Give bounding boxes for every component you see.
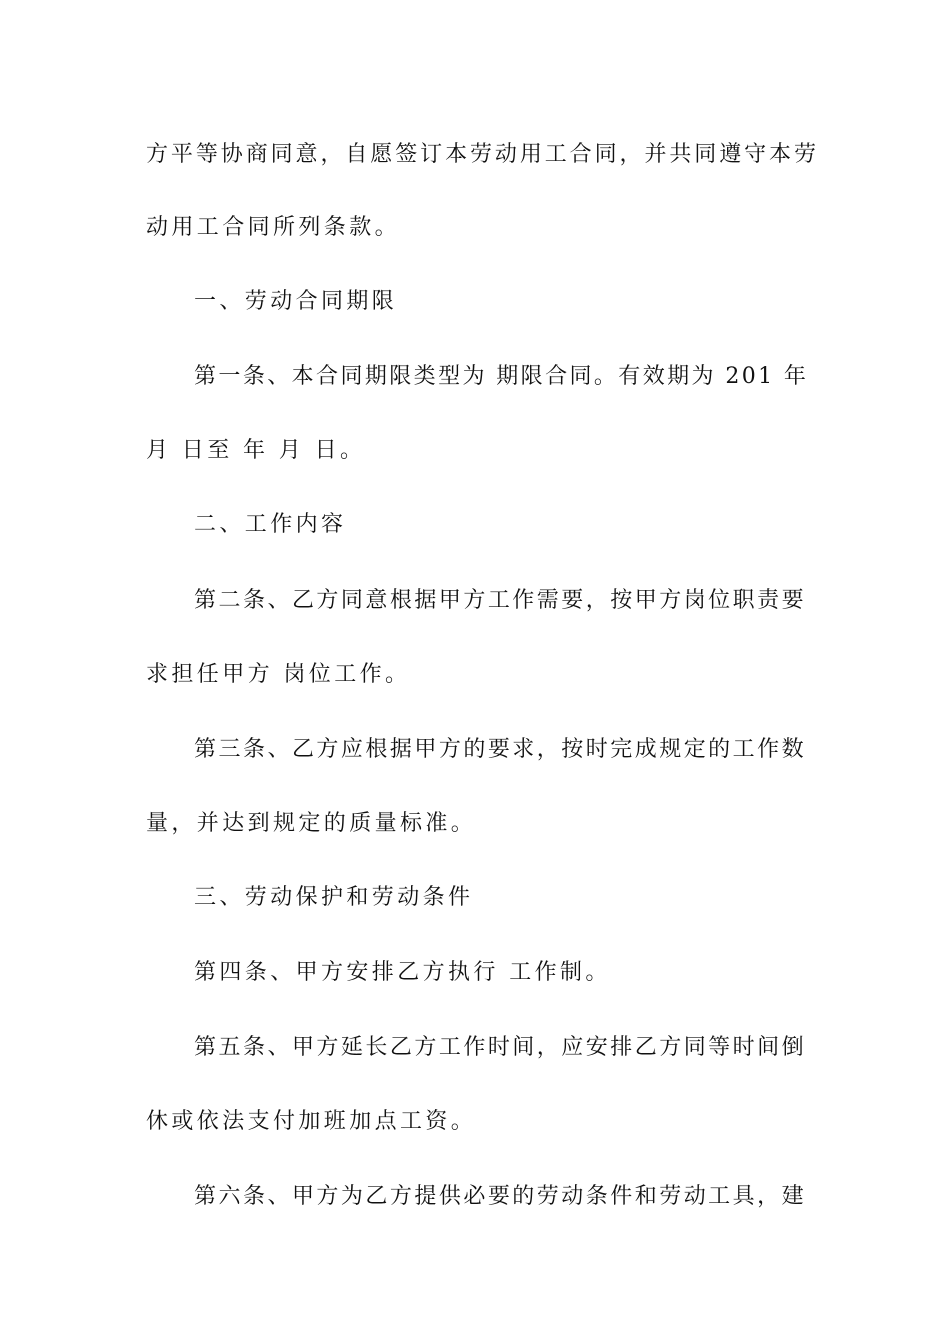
- glyph: 作: [757, 737, 780, 762]
- glyph: 时: [585, 737, 608, 762]
- glyph: 甲: [291, 1035, 314, 1060]
- glyph: 责: [757, 588, 780, 613]
- glyph: 动: [561, 1184, 584, 1209]
- glyph: 甲: [414, 737, 437, 762]
- glyph: [487, 362, 494, 392]
- glyph: 劳: [793, 142, 816, 167]
- glyph: 并: [644, 142, 667, 167]
- glyph: 期: [667, 364, 690, 389]
- glyph: 方: [316, 1035, 339, 1060]
- glyph: 六: [218, 1184, 241, 1209]
- glyph: 工: [732, 737, 755, 762]
- glyph: 、: [267, 1035, 290, 1060]
- glyph: 规: [659, 737, 682, 762]
- glyph: 间: [757, 1035, 780, 1060]
- glyph: 必: [463, 1184, 486, 1209]
- glyph: 等: [708, 1035, 731, 1060]
- paragraph-line: 月 日至 年 月 日。: [146, 438, 366, 463]
- glyph: 合: [545, 364, 568, 389]
- glyph: 供: [438, 1184, 461, 1209]
- glyph: 第: [194, 588, 217, 613]
- glyph: 的: [512, 1184, 535, 1209]
- glyph: 第: [194, 737, 217, 762]
- glyph: 方: [659, 1035, 682, 1060]
- glyph: 按: [610, 588, 633, 613]
- glyph: 甲: [634, 588, 657, 613]
- glyph: 据: [389, 737, 412, 762]
- glyph: 有: [618, 364, 641, 389]
- glyph: 定: [683, 737, 706, 762]
- glyph: 成: [634, 737, 657, 762]
- glyph: 劳: [469, 142, 492, 167]
- glyph: 守: [744, 142, 767, 167]
- clause-line: [194, 1033, 804, 1063]
- glyph: 乙: [291, 737, 314, 762]
- glyph: 本: [291, 364, 314, 389]
- section-heading: 二、工作内容: [194, 512, 347, 537]
- glyph: 工: [487, 588, 510, 613]
- glyph: 方: [316, 1184, 339, 1209]
- paragraph-line: 求担任甲方 岗位工作。: [146, 662, 411, 687]
- glyph: 条: [242, 1184, 265, 1209]
- glyph: 同: [569, 364, 592, 389]
- glyph: 条: [242, 737, 265, 762]
- glyph: 职: [732, 588, 755, 613]
- clause-line: 第四条、甲方安排乙方执行 工作制。: [194, 960, 611, 985]
- glyph: 第: [194, 1035, 217, 1060]
- glyph: 时: [487, 1035, 510, 1060]
- glyph: 商: [245, 142, 268, 167]
- glyph: ，: [619, 142, 642, 167]
- glyph: 2: [725, 364, 740, 389]
- clause-line: [194, 1182, 804, 1212]
- glyph: 要: [561, 588, 584, 613]
- glyph: 方: [389, 1184, 412, 1209]
- glyph: 同: [340, 588, 363, 613]
- glyph: 条: [242, 588, 265, 613]
- glyph: ，: [536, 1035, 559, 1060]
- glyph: 动: [683, 1184, 706, 1209]
- glyph: 1: [758, 364, 773, 389]
- glyph: 需: [536, 588, 559, 613]
- glyph: 工: [438, 1035, 461, 1060]
- glyph: 共: [669, 142, 692, 167]
- glyph: ，: [536, 737, 559, 762]
- glyph: 倒: [781, 1035, 804, 1060]
- glyph: 甲: [438, 588, 461, 613]
- glyph: ，: [757, 1184, 780, 1209]
- glyph: 第: [194, 364, 217, 389]
- glyph: 、: [267, 364, 290, 389]
- glyph: 具: [732, 1184, 755, 1209]
- glyph: 和: [634, 1184, 657, 1209]
- clause-line: [194, 735, 804, 765]
- glyph: 遵: [719, 142, 742, 167]
- glyph: 类: [413, 364, 436, 389]
- glyph: 本: [445, 142, 468, 167]
- glyph: 限: [520, 364, 543, 389]
- clause-line: [194, 362, 806, 392]
- glyph: 求: [512, 737, 535, 762]
- glyph: 为: [462, 364, 485, 389]
- glyph: 方: [316, 588, 339, 613]
- glyph: 为: [691, 364, 714, 389]
- glyph: 工: [544, 142, 567, 167]
- paragraph-line: 动用工合同所列条款。: [146, 215, 401, 240]
- glyph: 同: [683, 1035, 706, 1060]
- glyph: 意: [295, 142, 318, 167]
- glyph: 合: [569, 142, 592, 167]
- glyph: 愿: [370, 142, 393, 167]
- glyph: ，: [320, 142, 343, 167]
- glyph: 乙: [389, 1035, 412, 1060]
- glyph: 要: [781, 588, 804, 613]
- glyph: 时: [732, 1035, 755, 1060]
- section-heading: 三、劳动保护和劳动条件: [194, 885, 474, 910]
- glyph: 岗: [683, 588, 706, 613]
- glyph: 条: [585, 1184, 608, 1209]
- glyph: 建: [781, 1184, 804, 1209]
- glyph: 排: [610, 1035, 633, 1060]
- glyph: 完: [610, 737, 633, 762]
- glyph: 根: [389, 588, 412, 613]
- glyph: 延: [340, 1035, 363, 1060]
- glyph: 限: [389, 364, 412, 389]
- glyph: 型: [438, 364, 461, 389]
- glyph: 件: [610, 1184, 633, 1209]
- glyph: 期: [496, 364, 519, 389]
- glyph: 用: [519, 142, 542, 167]
- glyph: 方: [659, 588, 682, 613]
- glyph: 签: [395, 142, 418, 167]
- glyph: 协: [220, 142, 243, 167]
- glyph: 应: [340, 737, 363, 762]
- glyph: 同: [594, 142, 617, 167]
- glyph: 按: [561, 737, 584, 762]
- glyph: 方: [414, 1035, 437, 1060]
- glyph: 第: [194, 1184, 217, 1209]
- glyph: 五: [218, 1035, 241, 1060]
- glyph: 作: [463, 1035, 486, 1060]
- glyph: 乙: [365, 1184, 388, 1209]
- glyph: 同: [270, 142, 293, 167]
- glyph: 乙: [634, 1035, 657, 1060]
- glyph: 作: [512, 588, 535, 613]
- glyph: 、: [267, 1184, 290, 1209]
- glyph: 本: [769, 142, 792, 167]
- glyph: 三: [218, 737, 241, 762]
- glyph: 劳: [536, 1184, 559, 1209]
- glyph: 工: [708, 1184, 731, 1209]
- clause-line: [194, 586, 804, 616]
- paragraph-line: 休或依法支付加班加点工资。: [146, 1109, 477, 1134]
- glyph: 同: [694, 142, 717, 167]
- glyph: 订: [420, 142, 443, 167]
- glyph: 方: [463, 588, 486, 613]
- glyph: 自: [345, 142, 368, 167]
- glyph: 方: [316, 737, 339, 762]
- glyph: 的: [463, 737, 486, 762]
- glyph: 意: [365, 588, 388, 613]
- glyph: 间: [512, 1035, 535, 1060]
- glyph: 、: [267, 588, 290, 613]
- glyph: 0: [741, 364, 756, 389]
- glyph: 。: [593, 364, 616, 389]
- glyph: 平: [170, 142, 193, 167]
- glyph: 等: [195, 142, 218, 167]
- glyph: 劳: [659, 1184, 682, 1209]
- glyph: 期: [364, 364, 387, 389]
- glyph: 据: [414, 588, 437, 613]
- glyph: 位: [708, 588, 731, 613]
- glyph: 提: [414, 1184, 437, 1209]
- glyph: 效: [642, 364, 665, 389]
- glyph: 条: [242, 364, 265, 389]
- glyph: 方: [146, 142, 169, 167]
- glyph: [774, 362, 781, 392]
- glyph: 为: [340, 1184, 363, 1209]
- glyph: 应: [561, 1035, 584, 1060]
- glyph: 安: [585, 1035, 608, 1060]
- glyph: 根: [365, 737, 388, 762]
- glyph: 年: [783, 364, 806, 389]
- glyph: 、: [267, 737, 290, 762]
- glyph: 同: [340, 364, 363, 389]
- section-heading: 一、劳动合同期限: [194, 289, 398, 314]
- glyph: 要: [487, 1184, 510, 1209]
- glyph: 方: [438, 737, 461, 762]
- paragraph-line: 量，并达到规定的质量标准。: [146, 811, 477, 836]
- glyph: 的: [708, 737, 731, 762]
- glyph: ，: [585, 588, 608, 613]
- glyph: 要: [487, 737, 510, 762]
- glyph: [716, 362, 723, 392]
- glyph: 合: [316, 364, 339, 389]
- glyph: 条: [242, 1035, 265, 1060]
- paragraph-line: [146, 140, 816, 170]
- glyph: 长: [365, 1035, 388, 1060]
- glyph: 甲: [291, 1184, 314, 1209]
- glyph: 动: [494, 142, 517, 167]
- glyph: 二: [218, 588, 241, 613]
- glyph: 一: [218, 364, 241, 389]
- glyph: 乙: [291, 588, 314, 613]
- glyph: 数: [781, 737, 804, 762]
